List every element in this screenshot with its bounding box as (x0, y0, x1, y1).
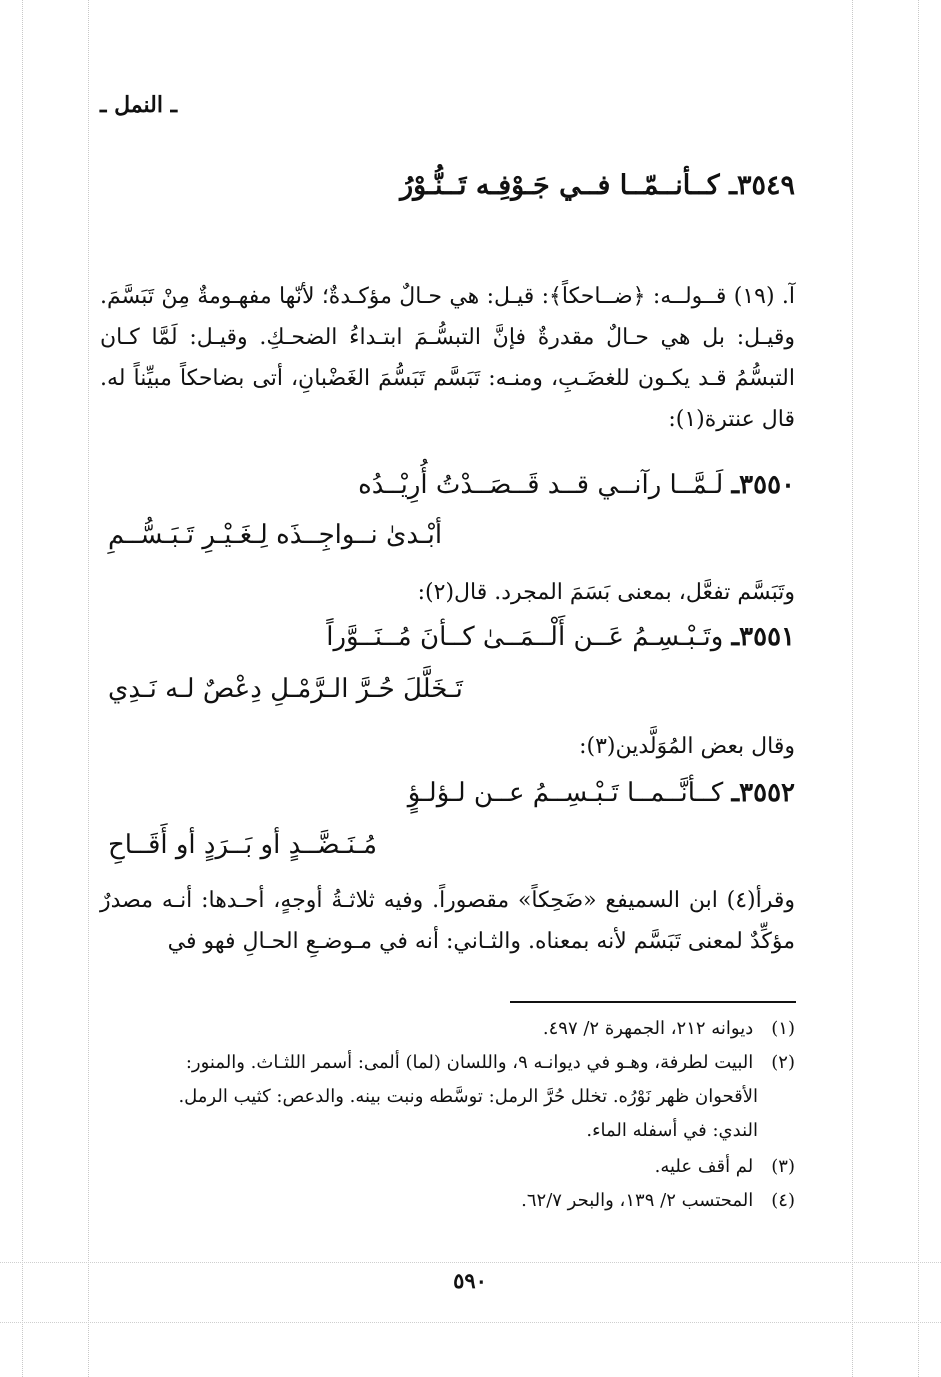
scan-guide-line (0, 1322, 941, 1323)
scan-guide-line (918, 0, 919, 1377)
verse-3549 (400, 170, 795, 201)
page-number: ٥٩٠ (453, 1268, 487, 1293)
scan-guide-line (0, 1262, 941, 1263)
footnote-number: (٤) (771, 1190, 795, 1211)
footnote (100, 1046, 795, 1080)
footnote-text: لم أقف عليه. (654, 1156, 754, 1177)
commentary-paragraph: وقال بعض المُوَلَّدين(٣): (579, 734, 795, 759)
footnote (100, 1184, 795, 1218)
verse-number: ٣٥٥٠ـ (731, 470, 795, 500)
footnote-number: (٢) (771, 1052, 795, 1073)
scan-guide-line (88, 0, 89, 1377)
verse-3550-first-hemistich (358, 470, 795, 500)
verse-number: ٣٥٤٩ـ (729, 170, 795, 201)
verse-3550-second-hemistich: أبْـدىٰ نــواجِــذَه لِـغَـيْـرِ تَـبَـسُّــمِ (108, 520, 443, 550)
verse-3552-second-hemistich: مُـنَـضَّــدٍ أو بَــرَدٍ أو أَقَــاحِ (108, 830, 378, 860)
running-header: ـ النمل ـ (100, 92, 178, 118)
verse-3551-first-hemistich (326, 622, 795, 652)
verse-text: كــأنــمّــا فــي جَـوْفِـه تَــنُّـوْرُ (400, 170, 720, 201)
footnote-continuation: الندي: في أسفله الماء. (586, 1120, 758, 1141)
commentary-paragraph: آ. (١٩) قــولــه: ﴿ضــاحكاً﴾: قيـل: هي حـالٌ مؤكـدةٌ؛ لأنّها مفهـومةٌ مِنْ تَبَسَّمَ. وقيـل: بل هي حـالٌ مقدرةٌ فإنَّ التبسُّـمَ ابتـداءُ الضحـكِ. وقيـل: لَمَّا كـان التبسُّمُ قـد يكـون للغضَـبِ، ومنـه: تَبَسَّم تَبَسُّمَ الغَضْبانِ، أتى بضاحكاً مبيِّناً له. قال عنترة(١): (100, 284, 796, 432)
commentary-paragraph: وقرأ(٤) ابن السميفع «ضَحِكاً» مقصوراً. وفيه ثلاثـةُ أوجهٍ، أحـدها: أنـه مصدرٌ مؤكِّدٌ لمعنى تَبَسَّم لأنه بمعناه. والثـاني: أنه في مـوضـعِ الحـالِ فهو في (100, 888, 795, 954)
verse-number: ٣٥٥١ـ (731, 622, 795, 652)
verse-3551-second-hemistich: تَـخَلَّلَ حُـرَّ الـرَّمْـلِ دِعْصٌ لـه نَـدِي (108, 674, 463, 704)
footnote-continuation: الأقحوان ظهر نَوْرُه. تخلل حُرَّ الرمل: توسَّطه ونبت بينه. والدعص: كثيب الرمل. (178, 1086, 758, 1107)
scan-guide-line (852, 0, 853, 1377)
footnote-text: المحتسب ٢/ ١٣٩، والبحر ٦٢/٧. (521, 1190, 754, 1211)
verse-3552-first-hemistich (408, 778, 795, 808)
footnote-text: ديوانه ٢١٢، الجمهرة ٢/ ٤٩٧. (542, 1018, 754, 1039)
footnote-number: (٣) (771, 1156, 795, 1177)
footnote-separator (510, 1001, 796, 1003)
scan-guide-line (22, 0, 23, 1377)
footnote-number: (١) (771, 1018, 795, 1039)
footnote (100, 1150, 795, 1184)
verse-text: وتَـبْـسِـمُ عَــن أَلْــمَــىٰ كــأنَ مُــنَــوَّراً (326, 622, 724, 652)
footnote (100, 1012, 795, 1046)
footnote-text: البيت لطرفة، وهـو في ديوانـه ٩، واللسان (لما) ألمى: أسمر اللثـاث. والمنور: (185, 1052, 754, 1073)
verse-text: كــأنَّــمــا تَـبْـسِــمُ عــن لـؤلـؤٍ (407, 778, 724, 808)
verse-number: ٣٥٥٢ـ (731, 778, 795, 808)
commentary-paragraph: وتَبَسَّم تفعَّل، بمعنى بَسَمَ المجرد. قال(٢): (417, 580, 795, 605)
verse-text: لَـمَّــا رآنــي قــد قَــصَــدْتُ أُرِيْــدُه (358, 470, 724, 500)
